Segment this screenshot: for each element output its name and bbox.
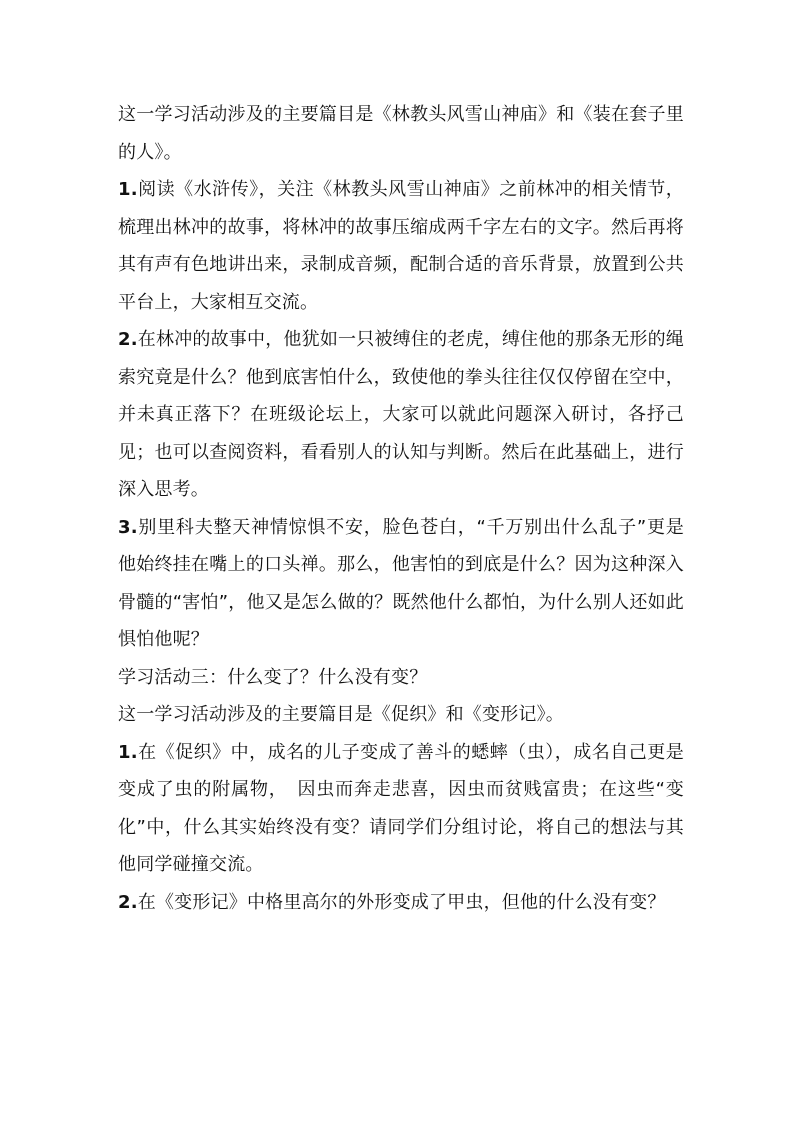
activity-heading: [118, 659, 684, 697]
paragraph-text: 别里科夫整天神情惊惧不安，脸色苍白，“千万别出什么乱子”更是他始终挂在嘴上的口头禅。那么，他害怕的到底是什么？因为这种深入骨髓的“害怕”，他又是怎么做的？既然他什么都怕，为什么别人还如此惧怕他呢？: [118, 516, 684, 650]
task-paragraph-2: [118, 321, 684, 509]
paragraph-number: 2.: [118, 891, 138, 913]
paragraph-number: 3.: [118, 516, 138, 538]
paragraph-number: 1.: [118, 179, 138, 200]
paragraph-text: 阅读《水浒传》，关注《林教头风雪山神庙》之前林冲的相关情节，梳理出林冲的故事，将林冲的故事压缩成两千字左右的文字。然后再将其有声有色地讲出来，录制成音频，配制合适的音乐背景，放置到公共平台上，大家相互交流。: [118, 179, 684, 313]
activity-intro-paragraph: [118, 696, 684, 734]
paragraph-text: 在《促织》中，成名的儿子变成了善斗的蟋蟀（虫），成名自己更是变成了虫的附属物， 因虫而奔走悲喜，因虫而贫贱富贵；在这些“变化”中，什么其实始终没有变？请同学们分组讨论，将自己的想法与其他同学碰撞交流。: [118, 741, 684, 875]
task-paragraph-1: [118, 171, 684, 321]
task-paragraph-3: [118, 509, 684, 659]
document-body: [118, 96, 684, 921]
paragraph-text: 学习活动三：什么变了？什么没有变？: [118, 666, 428, 688]
paragraph-text: 在《变形记》中格里高尔的外形变成了甲虫，但他的什么没有变？: [137, 891, 666, 913]
paragraph-number: 1.: [118, 741, 138, 763]
paragraph-number: 2.: [118, 329, 138, 350]
activity3-task-paragraph-2: [118, 884, 684, 922]
intro-paragraph: [118, 96, 684, 171]
paragraph-text: 这一学习活动涉及的主要篇目是《林教头风雪山神庙》和《装在套子里的人》。: [118, 104, 684, 163]
activity3-task-paragraph-1: [118, 734, 684, 884]
paragraph-text: 这一学习活动涉及的主要篇目是《促织》和《变形记》。: [118, 704, 564, 725]
paragraph-text: 在林冲的故事中，他犹如一只被缚住的老虎，缚住他的那条无形的绳索究竟是什么？他到底害怕什么，致使他的拳头往往仅仅停留在空中，并未真正落下？在班级论坛上，大家可以就此问题深入研讨，各抒己见；也可以查阅资料，看看别人的认知与判断。然后在此基础上，进行深入思考。: [118, 329, 684, 500]
